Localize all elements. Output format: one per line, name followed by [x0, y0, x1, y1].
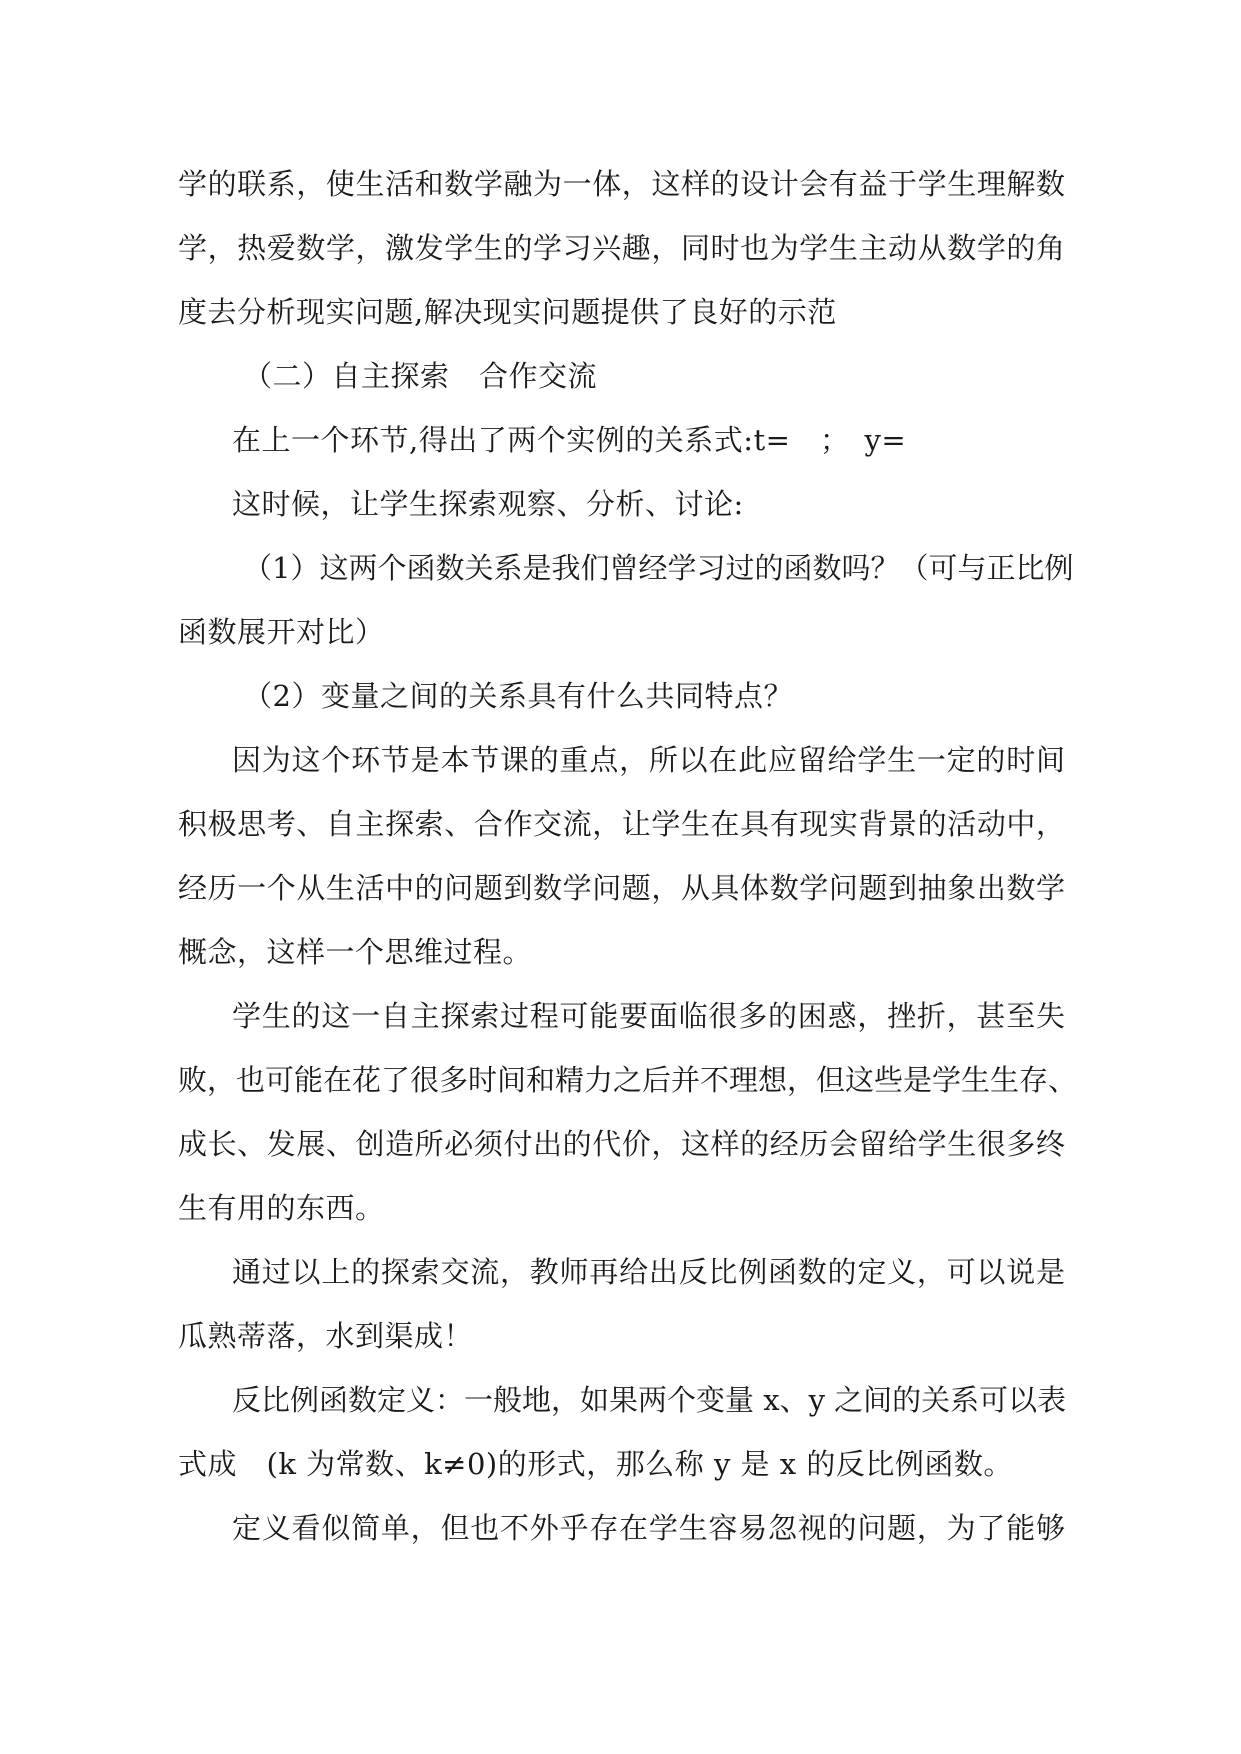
text-line: 学的联系，使生活和数学融为一体，这样的设计会有益于学生理解数	[178, 167, 1065, 201]
text-line: 生有用的东西。	[178, 1191, 385, 1225]
text-line: 学，热爱数学，激发学生的学习兴趣，同时也为学生主动从数学的角	[178, 231, 1065, 265]
text-line: 这时候，让学生探索观察、分析、讨论:	[232, 487, 744, 521]
text-line: 积极思考、自主探索、合作交流，让学生在具有现实背景的活动中，	[178, 807, 1065, 841]
text-line: 函数展开对比）	[178, 615, 385, 649]
text-line: 度去分析现实问题,解决现实问题提供了良好的示范	[178, 295, 837, 329]
text-line: 成长、发展、创造所必须付出的代价，这样的经历会留给学生很多终	[178, 1127, 1065, 1161]
text-line: 定义看似简单，但也不外乎存在学生容易忽视的问题，为了能够	[232, 1511, 1065, 1545]
text-line: 学生的这一自主探索过程可能要面临很多的困惑，挫折，甚至失	[232, 999, 1065, 1033]
text-line: 通过以上的探索交流，教师再给出反比例函数的定义，可以说是	[232, 1255, 1065, 1289]
text-line: 因为这个环节是本节课的重点，所以在此应留给学生一定的时间	[232, 743, 1065, 777]
text-line: 在上一个环节,得出了两个实例的关系式:t= ； y=	[232, 423, 907, 457]
text-line: 瓜熟蒂落，水到渠成！	[178, 1319, 474, 1353]
text-line: 概念，这样一个思维过程。	[178, 935, 533, 969]
section-heading: （二）自主探索 合作交流	[243, 359, 598, 393]
text-line: 败，也可能在花了很多时间和精力之后并不理想，但这些是学生生存、	[178, 1063, 1078, 1097]
question-item: （2）变量之间的关系具有什么共同特点？	[243, 679, 793, 713]
text-line: 式成 (k 为常数、k≠0)的形式，那么称 y 是 x 的反比例函数。	[178, 1447, 1013, 1481]
text-line: 反比例函数定义：一般地，如果两个变量 x、y 之间的关系可以表	[232, 1383, 1067, 1417]
question-item: （1）这两个函数关系是我们曾经学习过的函数吗？（可与正比例	[243, 551, 1074, 585]
text-line: 经历一个从生活中的问题到数学问题，从具体数学问题到抽象出数学	[178, 871, 1065, 905]
